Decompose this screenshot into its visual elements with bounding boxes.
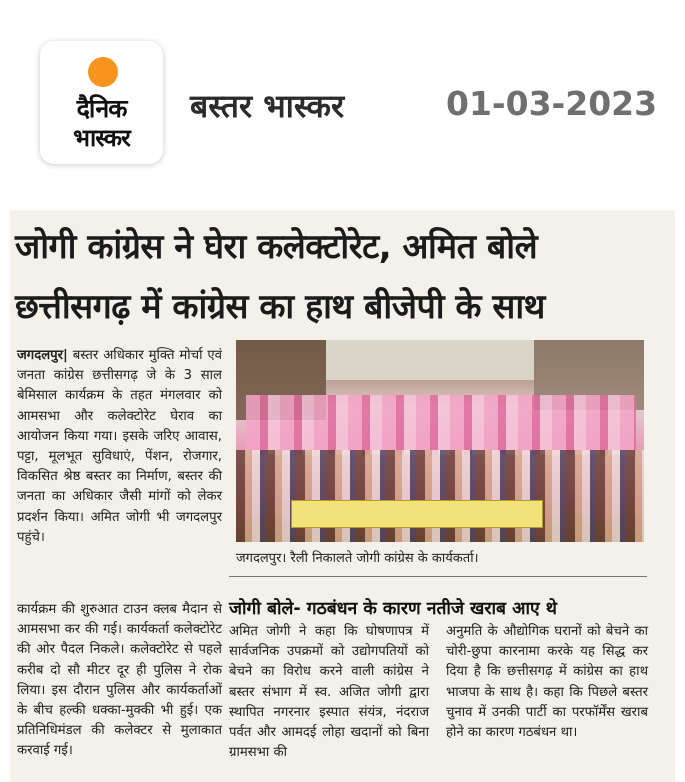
rally-photo (236, 340, 644, 542)
paragraph-1: बस्तर अधिकार मुक्ति मोर्चा एवं जनता कांग्रेस छत्तीसगढ़ जे के 3 साल बेमिसाल कार्यक्रम के तहत मंगलवार को आमसभा और कलेक्टोरेट घेराव का आयोजन किया गया। इसके जरिए आवास, पट्टा, मूलभूत सुविधाएं, पेंशन, रोजगार, विकसित श्रेष्ठ बस्तर का निर्माण, बस्तर की जनता का अधिकार जैसी मांगों को लेकर प्रदर्शन किया। अमित जोगी भी जगदलपुर पहुंचे। (17, 348, 222, 545)
article-column-3 (446, 622, 648, 743)
logo-line-1: दैनिक (76, 94, 127, 123)
article-column-1b (17, 600, 222, 762)
headline-line-2: छत्तीसगढ़ में कांग्रेस का हाथ बीजेपी के साथ (15, 287, 545, 327)
headline-line-1: जोगी कांग्रेस ने घेरा कलेक्टोरेट, अमित बोले (15, 227, 538, 267)
paragraph-4: अनुमति के औद्योगिक घरानों को बेचने का चोरी-छुपा कारनामा करके यह सिद्ध कर दिया है कि छत्तीसगढ़ में कांग्रेस का हाथ भाजपा के साथ है। कहा कि पिछले बस्तर चुनाव में उनकी पार्टी का परफॉर्मेंस खराब होने का कारण गठबंधन था। (446, 624, 648, 741)
article-column-1 (17, 346, 222, 548)
dainik-bhaskar-logo (40, 41, 163, 164)
photo-banner (291, 500, 543, 528)
photo-caption: जगदलपुर। रैली निकालते जोगी कांग्रेस के कार्यकर्ता। (236, 551, 479, 566)
paragraph-2: कार्यक्रम की शुरुआत टाउन क्लब मैदान से आमसभा कर की गई। कार्यकर्ता कलेक्टोरेट की ओर पैदल निकले। कलेक्टोरेट से पहले करीब दो सौ मीटर दूर ही पुलिस ने रोक लिया। इस दौरान पुलिस और कार्यकर्ताओं के बीच हल्की धक्का-मुक्की भी हुई। एक प्रतिनिधिमंडल की कलेक्टर से मुलाकात करवाई गई। (17, 602, 222, 759)
photo-pink-flags (246, 395, 636, 455)
subheading: जोगी बोले- गठबंधन के कारण नतीजे खराब आए थे (229, 599, 557, 619)
photo-crowd (236, 450, 644, 542)
edition-date: 01-03-2023 (446, 84, 658, 123)
edition-name: बस्तर भास्कर (190, 87, 345, 125)
dateline: जगदलपुर| (17, 348, 68, 363)
article-column-2 (229, 622, 429, 763)
section-divider (229, 576, 647, 577)
logo-line-2: भास्कर (73, 124, 130, 152)
paragraph-3: अमित जोगी ने कहा कि घोषणापत्र में सार्वजनिक उपक्रमों को उद्योगपतियों को बेचने का विरोध करने वाली कांग्रेस ने बस्तर संभाग में स्व. अजित जोगी द्वारा स्थापित नगरनार इस्पात संयंत्र, नंदराज पर्वत और आमदई लोहा खदानों को बिना ग्रामसभा की (229, 624, 429, 761)
photo-sky (326, 340, 534, 380)
sun-logo-icon (88, 57, 118, 87)
